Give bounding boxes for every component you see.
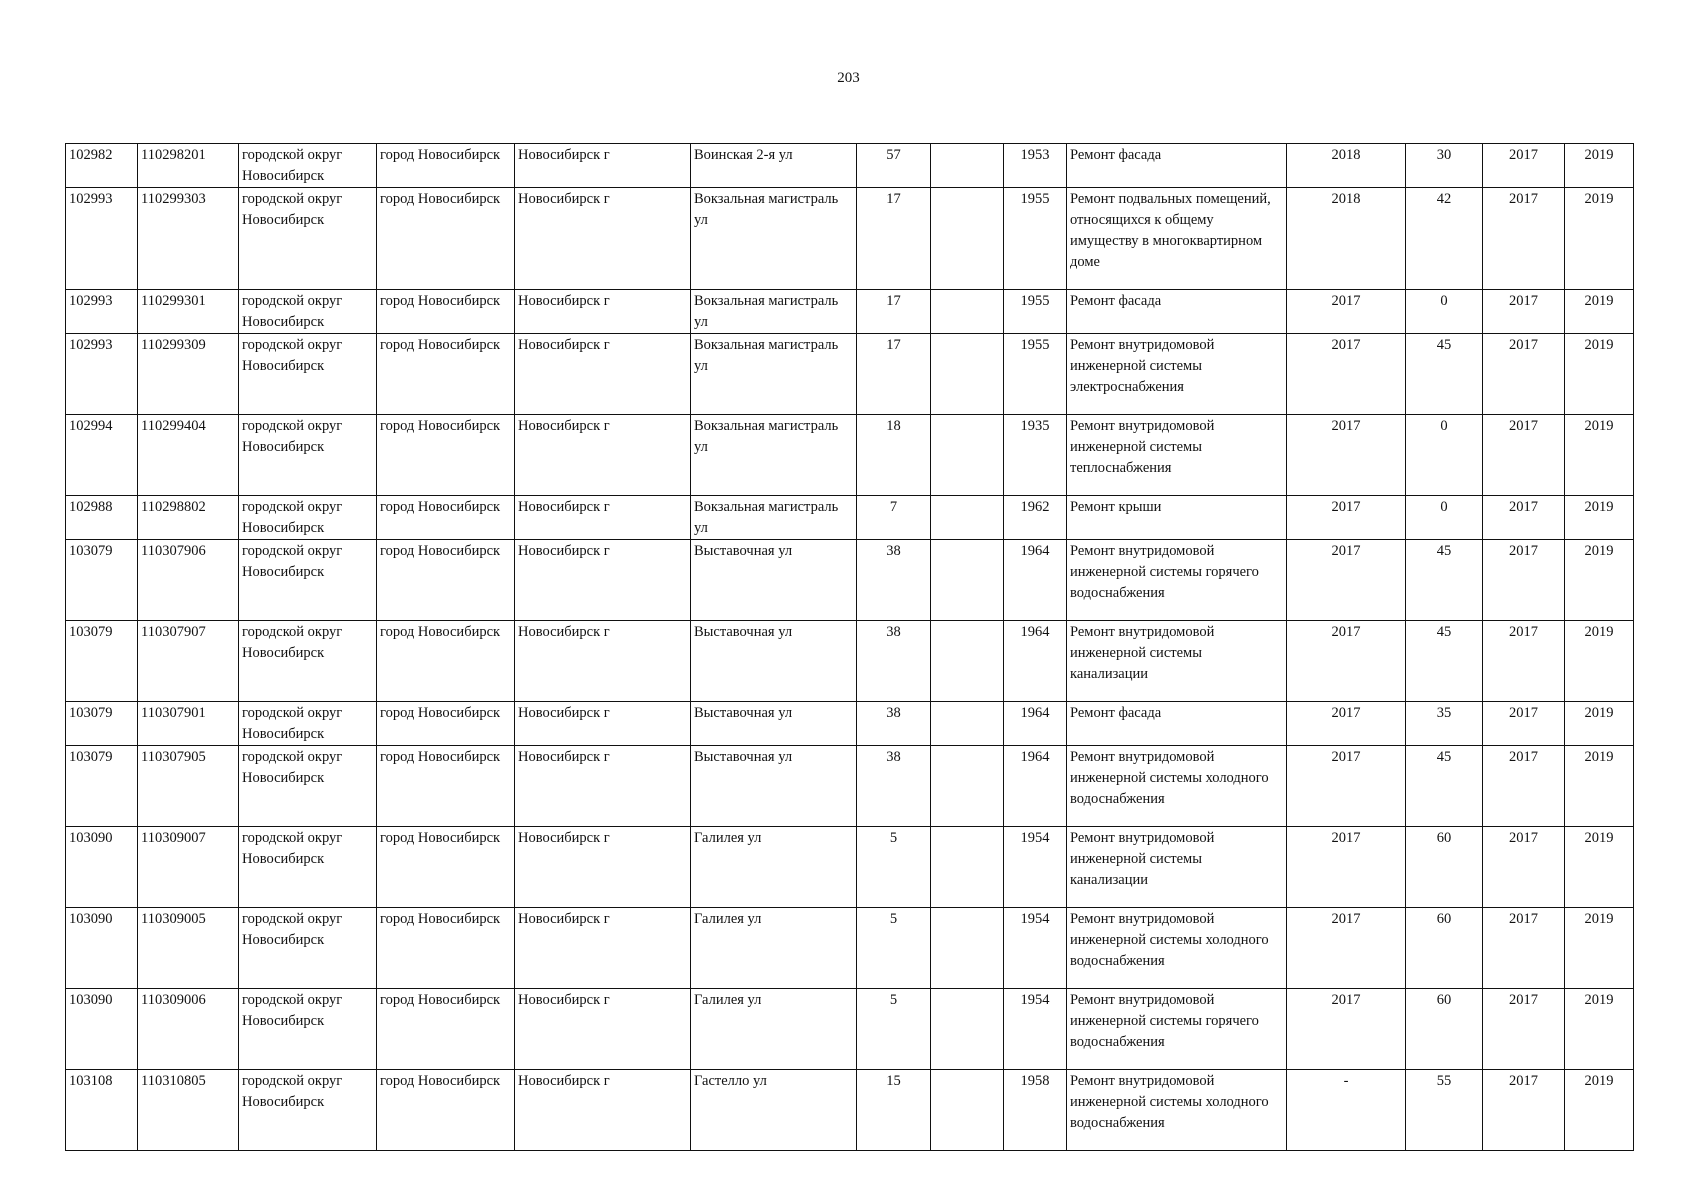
cell-municipal-district: городской округ Новосибирск	[239, 496, 377, 540]
cell-work-type: Ремонт внутридомовой инженерной системы канализации	[1067, 827, 1287, 908]
cell-settlement: город Новосибирск	[377, 540, 515, 621]
cell-house-id: 102994	[66, 415, 138, 496]
cell-record-id: 110299301	[138, 290, 239, 334]
cell-work-type: Ремонт крыши	[1067, 496, 1287, 540]
cell-building	[931, 334, 1004, 415]
cell-commissioning-year: 1962	[1004, 496, 1067, 540]
cell-municipal-district: городской округ Новосибирск	[239, 827, 377, 908]
cell-commissioning-year: 1964	[1004, 702, 1067, 746]
cell-wear-percent: 45	[1406, 746, 1483, 827]
cell-settlement: город Новосибирск	[377, 621, 515, 702]
cell-work-type: Ремонт внутридомовой инженерной системы горячего водоснабжения	[1067, 540, 1287, 621]
cell-wear-percent: 45	[1406, 621, 1483, 702]
repair-register-table	[65, 143, 1634, 1151]
table-row	[66, 540, 1634, 621]
cell-house-id: 103090	[66, 908, 138, 989]
cell-house-id: 103079	[66, 621, 138, 702]
cell-street: Галилея ул	[691, 908, 857, 989]
table-row	[66, 827, 1634, 908]
cell-work-type: Ремонт внутридомовой инженерной системы электроснабжения	[1067, 334, 1287, 415]
cell-municipal-district: городской округ Новосибирск	[239, 334, 377, 415]
cell-street: Галилея ул	[691, 827, 857, 908]
cell-building	[931, 496, 1004, 540]
cell-planned-year: 2017	[1287, 540, 1406, 621]
cell-record-id: 110307901	[138, 702, 239, 746]
cell-locality: Новосибирск г	[515, 496, 691, 540]
cell-municipal-district: городской округ Новосибирск	[239, 908, 377, 989]
table-row	[66, 1070, 1634, 1151]
cell-commissioning-year: 1955	[1004, 290, 1067, 334]
cell-house-number: 17	[857, 188, 931, 290]
cell-wear-percent: 60	[1406, 908, 1483, 989]
cell-house-id: 103079	[66, 746, 138, 827]
cell-commissioning-year: 1964	[1004, 746, 1067, 827]
cell-commissioning-year: 1935	[1004, 415, 1067, 496]
cell-house-number: 5	[857, 827, 931, 908]
cell-house-number: 5	[857, 908, 931, 989]
cell-wear-percent: 45	[1406, 334, 1483, 415]
cell-street: Выставочная ул	[691, 621, 857, 702]
cell-period-end: 2019	[1565, 702, 1634, 746]
cell-street: Выставочная ул	[691, 540, 857, 621]
cell-municipal-district: городской округ Новосибирск	[239, 540, 377, 621]
cell-settlement: город Новосибирск	[377, 702, 515, 746]
cell-period-start: 2017	[1483, 540, 1565, 621]
cell-municipal-district: городской округ Новосибирск	[239, 989, 377, 1070]
cell-work-type: Ремонт фасада	[1067, 144, 1287, 188]
cell-commissioning-year: 1954	[1004, 989, 1067, 1070]
cell-period-start: 2017	[1483, 415, 1565, 496]
cell-period-start: 2017	[1483, 989, 1565, 1070]
cell-planned-year: 2017	[1287, 496, 1406, 540]
cell-period-start: 2017	[1483, 746, 1565, 827]
cell-house-id: 102993	[66, 290, 138, 334]
cell-house-number: 38	[857, 540, 931, 621]
table-body	[66, 144, 1634, 1151]
cell-work-type: Ремонт фасада	[1067, 290, 1287, 334]
table-row	[66, 144, 1634, 188]
cell-house-number: 17	[857, 334, 931, 415]
cell-record-id: 110309007	[138, 827, 239, 908]
cell-work-type: Ремонт внутридомовой инженерной системы холодного водоснабжения	[1067, 746, 1287, 827]
table-row	[66, 621, 1634, 702]
cell-wear-percent: 60	[1406, 827, 1483, 908]
cell-street: Вокзальная магистраль ул	[691, 290, 857, 334]
cell-street: Выставочная ул	[691, 702, 857, 746]
cell-house-number: 57	[857, 144, 931, 188]
cell-record-id: 110309006	[138, 989, 239, 1070]
cell-building	[931, 540, 1004, 621]
cell-record-id: 110299309	[138, 334, 239, 415]
cell-commissioning-year: 1954	[1004, 908, 1067, 989]
cell-period-end: 2019	[1565, 540, 1634, 621]
cell-period-end: 2019	[1565, 334, 1634, 415]
cell-locality: Новосибирск г	[515, 415, 691, 496]
table-row	[66, 989, 1634, 1070]
cell-wear-percent: 35	[1406, 702, 1483, 746]
cell-planned-year: 2017	[1287, 702, 1406, 746]
cell-wear-percent: 0	[1406, 290, 1483, 334]
cell-record-id: 110307906	[138, 540, 239, 621]
cell-planned-year: 2017	[1287, 415, 1406, 496]
cell-commissioning-year: 1955	[1004, 334, 1067, 415]
cell-settlement: город Новосибирск	[377, 334, 515, 415]
cell-street: Вокзальная магистраль ул	[691, 188, 857, 290]
cell-commissioning-year: 1964	[1004, 540, 1067, 621]
cell-work-type: Ремонт подвальных помещений, относящихся к общему имуществу в многоквартирном доме	[1067, 188, 1287, 290]
cell-period-end: 2019	[1565, 290, 1634, 334]
cell-wear-percent: 0	[1406, 415, 1483, 496]
cell-work-type: Ремонт внутридомовой инженерной системы холодного водоснабжения	[1067, 908, 1287, 989]
cell-building	[931, 188, 1004, 290]
cell-building	[931, 290, 1004, 334]
cell-house-id: 103108	[66, 1070, 138, 1151]
table-row	[66, 334, 1634, 415]
cell-municipal-district: городской округ Новосибирск	[239, 621, 377, 702]
cell-period-end: 2019	[1565, 827, 1634, 908]
cell-house-number: 15	[857, 1070, 931, 1151]
cell-wear-percent: 0	[1406, 496, 1483, 540]
cell-planned-year: 2017	[1287, 746, 1406, 827]
cell-house-number: 38	[857, 746, 931, 827]
cell-wear-percent: 42	[1406, 188, 1483, 290]
cell-period-start: 2017	[1483, 908, 1565, 989]
cell-locality: Новосибирск г	[515, 827, 691, 908]
cell-work-type: Ремонт внутридомовой инженерной системы горячего водоснабжения	[1067, 989, 1287, 1070]
cell-period-end: 2019	[1565, 746, 1634, 827]
cell-wear-percent: 60	[1406, 989, 1483, 1070]
cell-period-end: 2019	[1565, 621, 1634, 702]
cell-wear-percent: 45	[1406, 540, 1483, 621]
cell-locality: Новосибирск г	[515, 746, 691, 827]
cell-period-start: 2017	[1483, 702, 1565, 746]
cell-municipal-district: городской округ Новосибирск	[239, 746, 377, 827]
cell-settlement: город Новосибирск	[377, 827, 515, 908]
cell-building	[931, 415, 1004, 496]
cell-street: Воинская 2-я ул	[691, 144, 857, 188]
cell-street: Вокзальная магистраль ул	[691, 415, 857, 496]
cell-period-end: 2019	[1565, 1070, 1634, 1151]
cell-planned-year: 2018	[1287, 188, 1406, 290]
cell-locality: Новосибирск г	[515, 989, 691, 1070]
page-number: 203	[837, 70, 860, 86]
cell-period-start: 2017	[1483, 144, 1565, 188]
cell-street: Галилея ул	[691, 989, 857, 1070]
cell-street: Вокзальная магистраль ул	[691, 496, 857, 540]
cell-building	[931, 1070, 1004, 1151]
cell-house-id: 103090	[66, 827, 138, 908]
cell-locality: Новосибирск г	[515, 702, 691, 746]
cell-commissioning-year: 1964	[1004, 621, 1067, 702]
cell-settlement: город Новосибирск	[377, 290, 515, 334]
cell-municipal-district: городской округ Новосибирск	[239, 188, 377, 290]
cell-work-type: Ремонт внутридомовой инженерной системы канализации	[1067, 621, 1287, 702]
cell-house-number: 38	[857, 621, 931, 702]
cell-record-id: 110307905	[138, 746, 239, 827]
cell-period-end: 2019	[1565, 496, 1634, 540]
cell-settlement: город Новосибирск	[377, 144, 515, 188]
cell-municipal-district: городской округ Новосибирск	[239, 415, 377, 496]
cell-record-id: 110299404	[138, 415, 239, 496]
cell-municipal-district: городской округ Новосибирск	[239, 702, 377, 746]
cell-period-end: 2019	[1565, 989, 1634, 1070]
table-row	[66, 746, 1634, 827]
cell-house-number: 5	[857, 989, 931, 1070]
cell-locality: Новосибирск г	[515, 1070, 691, 1151]
cell-locality: Новосибирск г	[515, 290, 691, 334]
table-row	[66, 702, 1634, 746]
cell-house-id: 102988	[66, 496, 138, 540]
table-row	[66, 496, 1634, 540]
cell-locality: Новосибирск г	[515, 334, 691, 415]
cell-house-number: 18	[857, 415, 931, 496]
cell-work-type: Ремонт внутридомовой инженерной системы теплоснабжения	[1067, 415, 1287, 496]
cell-period-end: 2019	[1565, 144, 1634, 188]
cell-commissioning-year: 1954	[1004, 827, 1067, 908]
cell-work-type: Ремонт внутридомовой инженерной системы холодного водоснабжения	[1067, 1070, 1287, 1151]
cell-locality: Новосибирск г	[515, 540, 691, 621]
cell-building	[931, 989, 1004, 1070]
cell-period-start: 2017	[1483, 827, 1565, 908]
cell-house-id: 103079	[66, 702, 138, 746]
cell-settlement: город Новосибирск	[377, 908, 515, 989]
cell-building	[931, 746, 1004, 827]
table-row	[66, 290, 1634, 334]
cell-commissioning-year: 1955	[1004, 188, 1067, 290]
cell-planned-year: 2017	[1287, 827, 1406, 908]
cell-building	[931, 621, 1004, 702]
cell-period-start: 2017	[1483, 496, 1565, 540]
cell-planned-year: 2017	[1287, 621, 1406, 702]
cell-house-number: 17	[857, 290, 931, 334]
table-row	[66, 415, 1634, 496]
cell-planned-year: 2018	[1287, 144, 1406, 188]
cell-settlement: город Новосибирск	[377, 415, 515, 496]
cell-settlement: город Новосибирск	[377, 989, 515, 1070]
cell-locality: Новосибирск г	[515, 908, 691, 989]
cell-record-id: 110299303	[138, 188, 239, 290]
cell-period-end: 2019	[1565, 908, 1634, 989]
cell-house-id: 102993	[66, 188, 138, 290]
cell-planned-year: 2017	[1287, 908, 1406, 989]
cell-municipal-district: городской округ Новосибирск	[239, 1070, 377, 1151]
cell-period-start: 2017	[1483, 188, 1565, 290]
cell-house-number: 7	[857, 496, 931, 540]
cell-planned-year: 2017	[1287, 290, 1406, 334]
cell-record-id: 110310805	[138, 1070, 239, 1151]
cell-work-type: Ремонт фасада	[1067, 702, 1287, 746]
cell-street: Гастелло ул	[691, 1070, 857, 1151]
cell-record-id: 110298802	[138, 496, 239, 540]
cell-period-end: 2019	[1565, 415, 1634, 496]
cell-settlement: город Новосибирск	[377, 188, 515, 290]
cell-commissioning-year: 1953	[1004, 144, 1067, 188]
cell-house-number: 38	[857, 702, 931, 746]
cell-record-id: 110298201	[138, 144, 239, 188]
cell-record-id: 110307907	[138, 621, 239, 702]
table-row	[66, 908, 1634, 989]
table-row	[66, 188, 1634, 290]
cell-period-start: 2017	[1483, 1070, 1565, 1151]
cell-period-start: 2017	[1483, 334, 1565, 415]
cell-house-id: 103090	[66, 989, 138, 1070]
cell-planned-year: 2017	[1287, 334, 1406, 415]
cell-building	[931, 702, 1004, 746]
cell-street: Выставочная ул	[691, 746, 857, 827]
cell-house-id: 102982	[66, 144, 138, 188]
cell-settlement: город Новосибирск	[377, 496, 515, 540]
cell-building	[931, 827, 1004, 908]
cell-planned-year: -	[1287, 1070, 1406, 1151]
cell-record-id: 110309005	[138, 908, 239, 989]
cell-commissioning-year: 1958	[1004, 1070, 1067, 1151]
cell-settlement: город Новосибирск	[377, 1070, 515, 1151]
cell-period-start: 2017	[1483, 290, 1565, 334]
cell-street: Вокзальная магистраль ул	[691, 334, 857, 415]
cell-period-start: 2017	[1483, 621, 1565, 702]
cell-house-id: 103079	[66, 540, 138, 621]
cell-wear-percent: 55	[1406, 1070, 1483, 1151]
cell-building	[931, 144, 1004, 188]
cell-wear-percent: 30	[1406, 144, 1483, 188]
cell-locality: Новосибирск г	[515, 621, 691, 702]
cell-locality: Новосибирск г	[515, 144, 691, 188]
cell-planned-year: 2017	[1287, 989, 1406, 1070]
cell-locality: Новосибирск г	[515, 188, 691, 290]
cell-settlement: город Новосибирск	[377, 746, 515, 827]
cell-house-id: 102993	[66, 334, 138, 415]
cell-municipal-district: городской округ Новосибирск	[239, 290, 377, 334]
cell-building	[931, 908, 1004, 989]
cell-period-end: 2019	[1565, 188, 1634, 290]
cell-municipal-district: городской округ Новосибирск	[239, 144, 377, 188]
